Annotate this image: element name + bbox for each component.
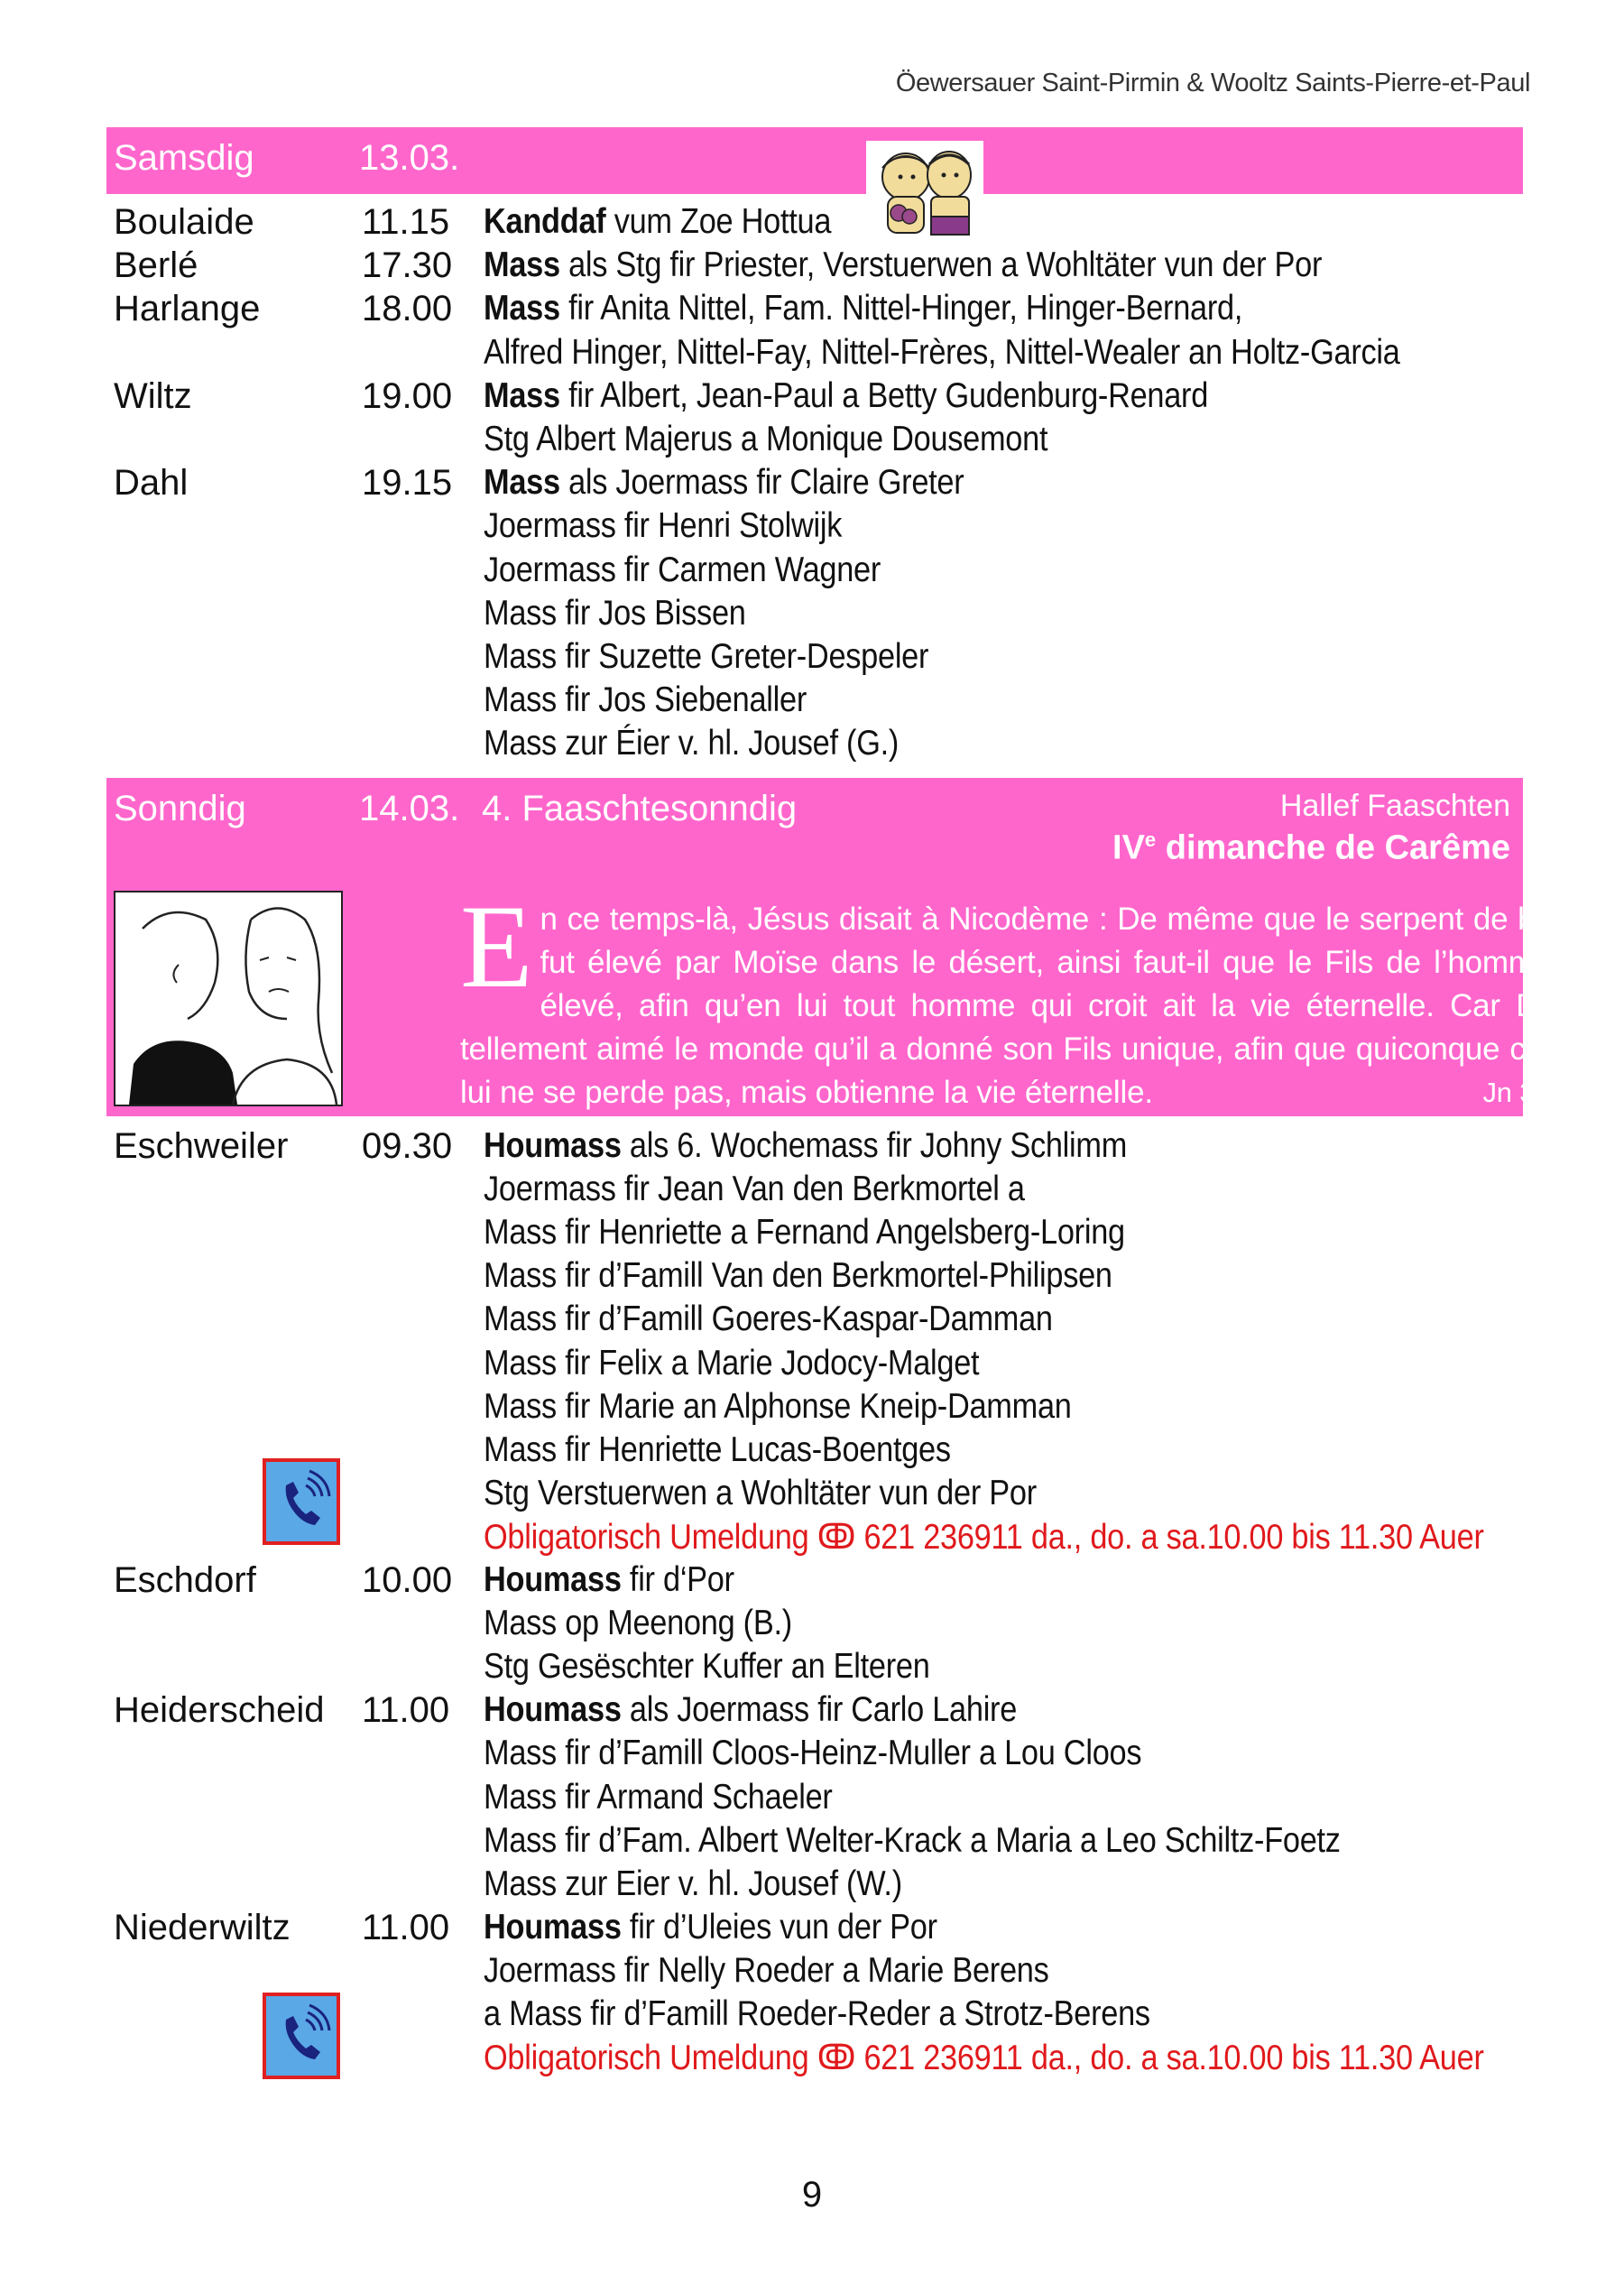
mass-time: 17.30 bbox=[362, 245, 453, 286]
phone-icon bbox=[263, 1458, 340, 1545]
intention-text: Alfred Hinger, Nittel-Fay, Nittel-Frères, Nittel-Wealer an Holtz-Garcia bbox=[484, 332, 1400, 372]
village-name: Harlange bbox=[114, 289, 261, 329]
mass-time: 11.15 bbox=[362, 202, 450, 242]
intention-text: Mass fir Suzette Greter-Despeler bbox=[484, 637, 929, 676]
intention-text: Joermass fir Henri Stolwijk bbox=[484, 506, 843, 546]
village-name: Niederwiltz bbox=[114, 1907, 291, 1947]
intention-text: Mass fir Felix a Marie Jodocy-Malget bbox=[484, 1343, 980, 1383]
service-type: Houmass bbox=[484, 1126, 622, 1165]
village-name: Eschdorf bbox=[114, 1560, 256, 1600]
intention-text: Joermass fir Jean Van den Berkmortel a bbox=[484, 1170, 1025, 1209]
gospel-body: n ce temps-là, Jésus disait à Nicodème : De même que le serpent de bronze fut élevé par Moïse dans le désert, ainsi faut-il que le Fils de l’homme soit élevé, afin qu’en lui tout homme qui croit ait la vie éternelle. Car Dieu a tellement aimé le monde qu’il a donné son Fils unique, afin que quiconque croit en lui ne se perde pas, mais obtienne la vie éternelle. bbox=[460, 902, 1613, 1110]
intention-text: Houmass fir d’Uleies vun der Por bbox=[484, 1907, 937, 1947]
intention-text: Houmass als 6. Wochemass fir Johny Schlimm bbox=[484, 1126, 1128, 1165]
service-type: Mass bbox=[484, 245, 560, 285]
intention-text: Mass fir Marie an Alphonse Kneip-Damman bbox=[484, 1386, 1072, 1426]
service-type: Mass bbox=[484, 289, 560, 328]
intention-text: Mass als Joermass fir Claire Greter bbox=[484, 463, 964, 503]
service-type: Houmass bbox=[484, 1690, 622, 1730]
intention-text: Stg Gesëschter Kuffer an Elteren bbox=[484, 1647, 930, 1687]
intention-text: Joermass fir Carmen Wagner bbox=[484, 550, 881, 589]
children-illustration bbox=[866, 141, 983, 238]
mass-time: 11.00 bbox=[362, 1690, 450, 1731]
service-type: Houmass bbox=[484, 1560, 622, 1599]
day-date: 14.03. bbox=[359, 789, 460, 828]
mass-time: 19.15 bbox=[362, 463, 453, 504]
day-name: Samsdig bbox=[114, 138, 254, 178]
jesus-nicodemus-illustration bbox=[114, 891, 343, 1106]
feast-name-lux: Hallef Faaschten bbox=[1279, 789, 1510, 823]
gospel-reference: Jn 3,14-21 bbox=[1482, 1077, 1613, 1108]
intention-text: Stg Verstuerwen a Wohltäter vun der Por bbox=[484, 1473, 1037, 1512]
intention-text: Mass zur Eier v. hl. Jousef (W.) bbox=[484, 1863, 902, 1903]
village-name: Heiderscheid bbox=[114, 1690, 325, 1731]
registration-notice: Obligatorisch Umeldung ↂ 621 236911 da., do. a sa.10.00 bis 11.30 Auer bbox=[484, 1517, 1484, 1557]
intention-text: Houmass fir d‘Por bbox=[484, 1560, 734, 1599]
intention-text: Mass fir Anita Nittel, Fam. Nittel-Hinger, Hinger-Bernard, bbox=[484, 289, 1243, 328]
gospel-text bbox=[460, 880, 1613, 1114]
mass-time: 18.00 bbox=[362, 289, 453, 329]
intention-text: Mass op Meenong (B.) bbox=[484, 1604, 792, 1643]
intention-text: Kanddaf vum Zoe Hottua bbox=[484, 202, 832, 241]
day-date: 13.03. bbox=[359, 138, 460, 178]
village-name: Dahl bbox=[114, 463, 189, 504]
village-name: Eschweiler bbox=[114, 1126, 289, 1166]
page-header: Öewersauer Saint-Pirmin & Wooltz Saints-Pierre-et-Paul bbox=[895, 69, 1530, 97]
mass-time: 19.00 bbox=[362, 375, 453, 416]
mass-time: 09.30 bbox=[362, 1126, 453, 1166]
page-number: 9 bbox=[801, 2175, 823, 2215]
phone-icon bbox=[263, 1993, 340, 2079]
day-header-sunday bbox=[106, 778, 1613, 1116]
service-type: Kanddaf bbox=[484, 202, 606, 241]
intention-text: Mass fir Henriette a Fernand Angelsberg-Loring bbox=[484, 1213, 1125, 1253]
intention-text: Mass fir d’Famill Cloos-Heinz-Muller a Lou Cloos bbox=[484, 1734, 1142, 1773]
intention-text: Joermass fir Nelly Roeder a Marie Berens bbox=[484, 1950, 1049, 1990]
intention-text: Mass fir d’Famill Van den Berkmortel-Philipsen bbox=[484, 1256, 1112, 1296]
feast-name-fr: IVe dimanche de Carême bbox=[1112, 828, 1510, 867]
intention-text: Mass fir Jos Siebenaller bbox=[484, 680, 807, 720]
feast-name: 4. Faaschtesonndig bbox=[482, 789, 798, 828]
day-name: Sonndig bbox=[114, 789, 246, 828]
intention-text: a Mass fir d’Famill Roeder-Reder a Strotz-Berens bbox=[484, 1994, 1150, 2033]
intention-text: Mass fir Albert, Jean-Paul a Betty Gudenburg-Renard bbox=[484, 375, 1209, 415]
registration-notice: Obligatorisch Umeldung ↂ 621 236911 da., do. a sa.10.00 bis 11.30 Auer bbox=[484, 2039, 1484, 2078]
service-type: Houmass bbox=[484, 1907, 622, 1947]
mass-time: 10.00 bbox=[362, 1560, 453, 1600]
intention-text: Stg Albert Majerus a Monique Dousemont bbox=[484, 420, 1048, 458]
intention-text: Mass fir Henriette Lucas-Boentges bbox=[484, 1429, 951, 1469]
intention-text: Mass zur Éier v. hl. Jousef (G.) bbox=[484, 724, 900, 763]
service-type: Mass bbox=[484, 375, 560, 415]
intention-text: Mass fir d’Famill Goeres-Kaspar-Damman bbox=[484, 1299, 1053, 1339]
intention-text: Houmass als Joermass fir Carlo Lahire bbox=[484, 1690, 1018, 1730]
intention-text: Mass fir Armand Schaeler bbox=[484, 1777, 833, 1817]
day-header-saturday bbox=[106, 127, 1523, 194]
service-type: Mass bbox=[484, 463, 560, 503]
village-name: Boulaide bbox=[114, 202, 254, 242]
intention-text: Mass fir d’Fam. Albert Welter-Krack a Maria a Leo Schiltz-Foetz bbox=[484, 1820, 1341, 1860]
village-name: Berlé bbox=[114, 245, 198, 286]
village-name: Wiltz bbox=[114, 375, 192, 416]
mass-time: 11.00 bbox=[362, 1907, 450, 1947]
intention-text: Mass fir Jos Bissen bbox=[484, 593, 746, 633]
intention-text: Mass als Stg fir Priester, Verstuerwen a Wohltäter vun der Por bbox=[484, 245, 1323, 285]
drop-cap: E bbox=[460, 880, 533, 1013]
